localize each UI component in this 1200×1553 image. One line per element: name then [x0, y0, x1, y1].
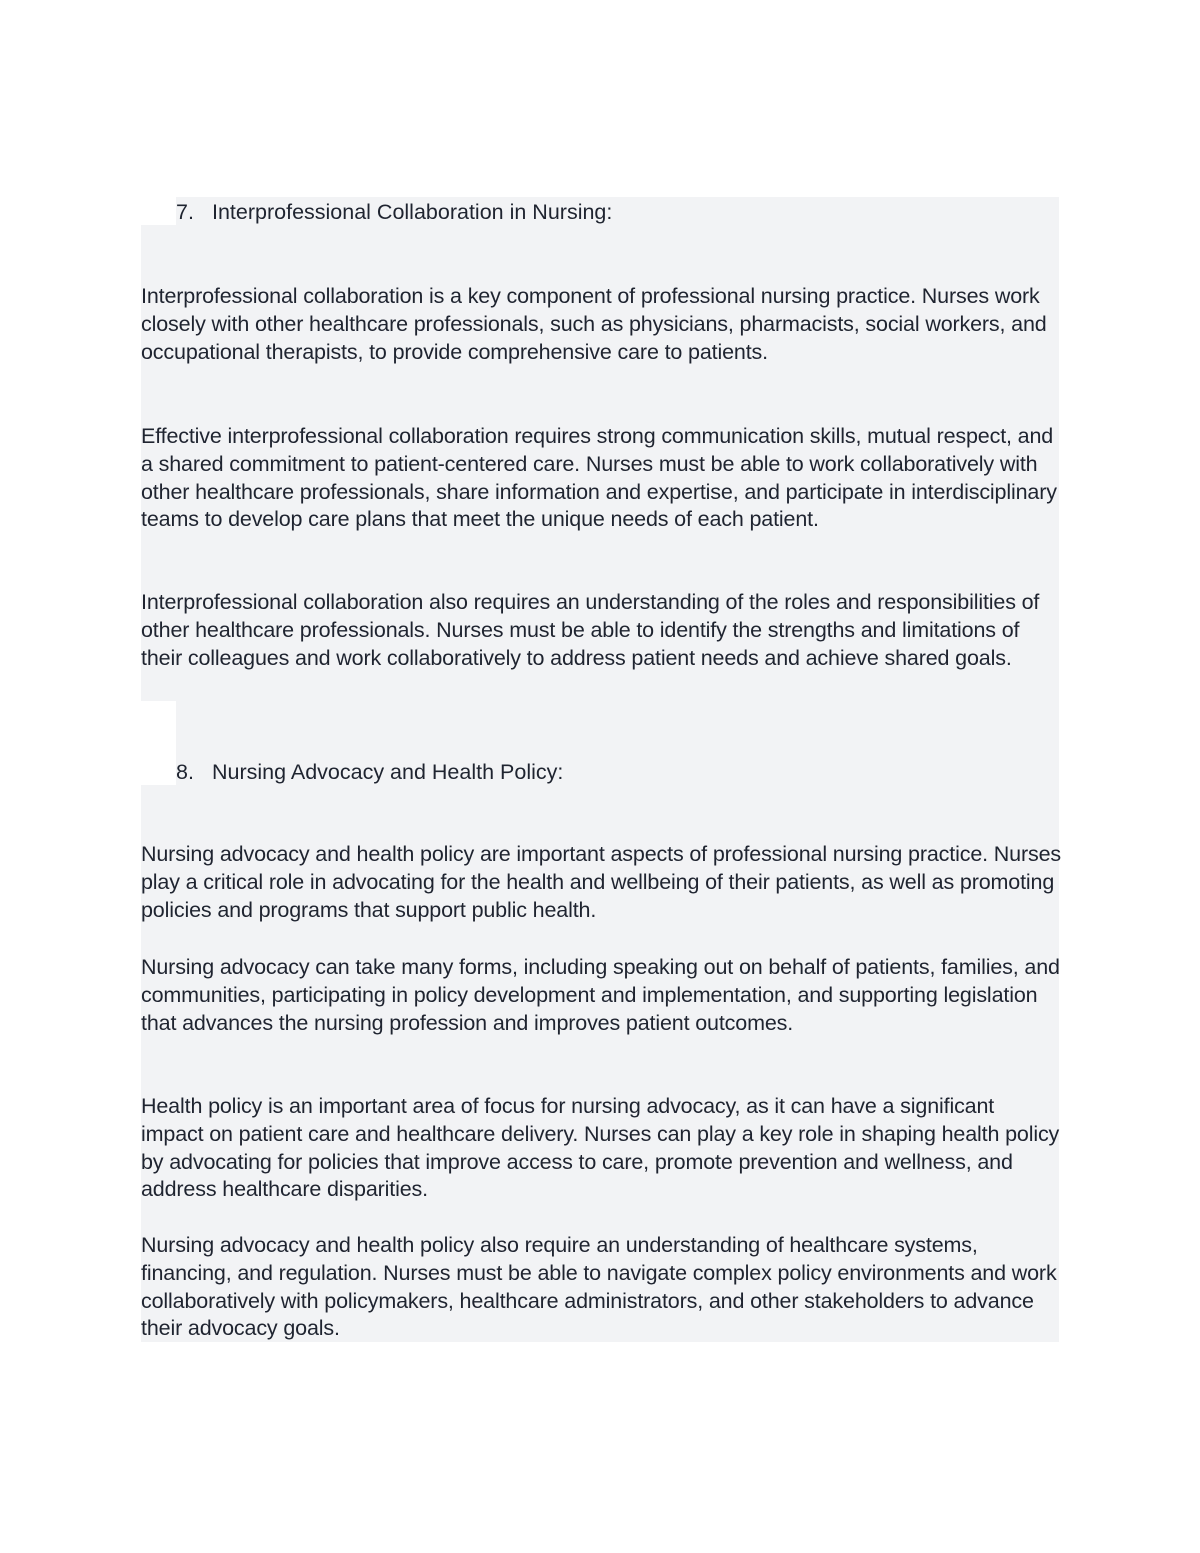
section-8-heading: [176, 758, 563, 786]
section-8-paragraph: Health policy is an important area of focus for nursing advocacy, as it can have a significant impact on patient care and healthcare delivery. Nurses can play a key role in shaping health policy by advocating for policies that improve access to care, promote prevention and wellness, and address healthcare disparities.: [141, 1094, 1060, 1202]
section-7-paragraph: Interprofessional collaboration also requires an understanding of the roles and responsibilities of other healthcare professionals. Nurses must be able to identify the strengths and limitations of their colleagues and work collaboratively to address patient needs and achieve shared goals.: [141, 590, 1040, 670]
section-8-paragraph: Nursing advocacy and health policy are important aspects of professional nursing practice. Nurses play a critical role in advocating for the health and wellbeing of their patients, as well as promoting policies and programs that support public health.: [141, 842, 1061, 922]
section-7-heading: [176, 198, 612, 226]
section-8-paragraph: Nursing advocacy can take many forms, including speaking out on behalf of patients, families, and communities, participating in policy development and implementation, and supporting legislation that advances the nursing profession and improves patient outcomes.: [141, 955, 1060, 1035]
section-8-paragraph: Nursing advocacy and health policy also require an understanding of healthcare systems, financing, and regulation. Nurses must be able to navigate complex policy environments and work collaboratively with policymakers, healthcare administrators, and other stakeholders to advance their advocacy goals.: [141, 1233, 1057, 1341]
section-8-number: 8.: [176, 760, 194, 784]
section-8-title: Nursing Advocacy and Health Policy:: [212, 760, 564, 784]
section-7-paragraph: Interprofessional collaboration is a key component of professional nursing practice. Nurses work closely with other healthcare professionals, such as physicians, pharmacists, social workers, and occupational therapists, to provide comprehensive care to patients.: [141, 284, 1047, 364]
section-7-title: Interprofessional Collaboration in Nursing:: [212, 200, 613, 224]
section-7-number: 7.: [176, 200, 194, 224]
section-7-paragraph: Effective interprofessional collaboration requires strong communication skills, mutual respect, and a shared commitment to patient-centered care. Nurses must be able to work collaboratively with other healthcare professionals, share information and expertise, and participate in interdisciplinary teams to develop care plans that meet the unique needs of each patient.: [141, 424, 1057, 532]
